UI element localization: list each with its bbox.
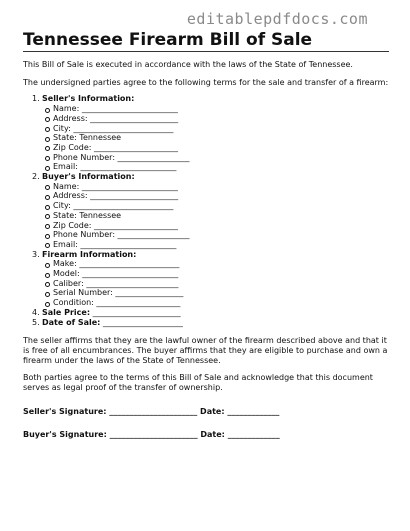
sale-price-label: Sale Price: (42, 307, 91, 317)
firearm-section-heading (23, 250, 389, 260)
buyer-address-field[interactable]: Address: ______________________ (53, 191, 389, 201)
section-heading-label: Buyer's Information: (42, 172, 135, 182)
document-body (23, 60, 389, 452)
firearm-condition-field[interactable]: Condition: _____________________ (53, 298, 389, 308)
seller-date-field[interactable]: _____________ (227, 406, 280, 416)
seller-zip-field[interactable]: Zip Code: _____________________ (53, 143, 389, 153)
buyer-date-label: Date: (200, 429, 225, 439)
terms-list (23, 94, 389, 327)
title-divider (23, 51, 389, 52)
seller-address-field[interactable]: Address: ______________________ (53, 114, 389, 124)
buyer-phone-field[interactable]: Phone Number: __________________ (53, 230, 389, 240)
firearm-model-field[interactable]: Model: ________________________ (53, 269, 389, 279)
section-heading-label: Seller's Information: (42, 94, 135, 104)
date-of-sale-label: Date of Sale: (42, 317, 101, 327)
buyer-state-field: State: Tennessee (53, 211, 389, 221)
seller-fields (23, 104, 389, 172)
section-number: 5. (32, 317, 40, 327)
buyer-signature-field[interactable]: ______________________ (109, 429, 198, 439)
section-number: 1. (32, 94, 40, 104)
section-number: 3. (32, 249, 40, 259)
seller-section-heading (23, 94, 389, 104)
seller-state-field: State: Tennessee (53, 133, 389, 143)
firearm-make-field[interactable]: Make: _________________________ (53, 259, 389, 269)
firearm-fields (23, 259, 389, 308)
buyer-date-field[interactable]: _____________ (227, 429, 280, 439)
buyer-fields (23, 182, 389, 250)
buyer-name-field[interactable]: Name: ________________________ (53, 182, 389, 192)
date-of-sale-field[interactable]: ____________________ (102, 317, 183, 327)
seller-signature-field[interactable]: ______________________ (109, 406, 198, 416)
agreement-paragraph: The undersigned parties agree to the following terms for the sale and transfer of a firearm: (23, 77, 389, 87)
buyer-email-field[interactable]: Email: ________________________ (53, 240, 389, 250)
seller-name-field[interactable]: Name: ________________________ (53, 104, 389, 114)
section-number: 2. (32, 172, 40, 182)
acknowledgement-paragraph: Both parties agree to the terms of this Bill of Sale and acknowledge that this document serves as legal proof of the transfer of ownership. (23, 373, 373, 393)
sale-price-field[interactable]: ______________________ (92, 307, 181, 317)
affirmation-paragraph: The seller affirms that they are the lawful owner of the firearm described above and that it is free of all encumbrances. The buyer affirms that they are eligible to purchase and own a firearm under the laws of the State of Tennessee. (23, 336, 388, 365)
seller-phone-field[interactable]: Phone Number: __________________ (53, 153, 389, 163)
buyer-section-heading (23, 172, 389, 182)
intro-paragraph: This Bill of Sale is executed in accordance with the laws of the State of Tennessee. (23, 60, 353, 69)
document-title: Tennessee Firearm Bill of Sale (23, 30, 313, 50)
seller-city-field[interactable]: City: _________________________ (53, 124, 389, 134)
date-of-sale-row (23, 318, 389, 328)
sale-price-row (23, 308, 389, 318)
firearm-caliber-field[interactable]: Caliber: _______________________ (53, 279, 389, 289)
firearm-serial-field[interactable]: Serial Number: _________________ (53, 288, 389, 298)
buyer-signature-row (23, 430, 389, 440)
buyer-city-field[interactable]: City: _________________________ (53, 201, 389, 211)
section-heading-label: Firearm Information: (42, 249, 137, 259)
seller-date-label: Date: (200, 406, 225, 416)
watermark: editablepdfdocs.com (186, 10, 368, 28)
buyer-zip-field[interactable]: Zip Code: _____________________ (53, 221, 389, 231)
seller-signature-label: Seller's Signature: (23, 406, 107, 416)
buyer-signature-label: Buyer's Signature: (23, 429, 107, 439)
section-number: 4. (32, 307, 40, 317)
seller-signature-row (23, 407, 389, 417)
seller-email-field[interactable]: Email: ________________________ (53, 162, 389, 172)
